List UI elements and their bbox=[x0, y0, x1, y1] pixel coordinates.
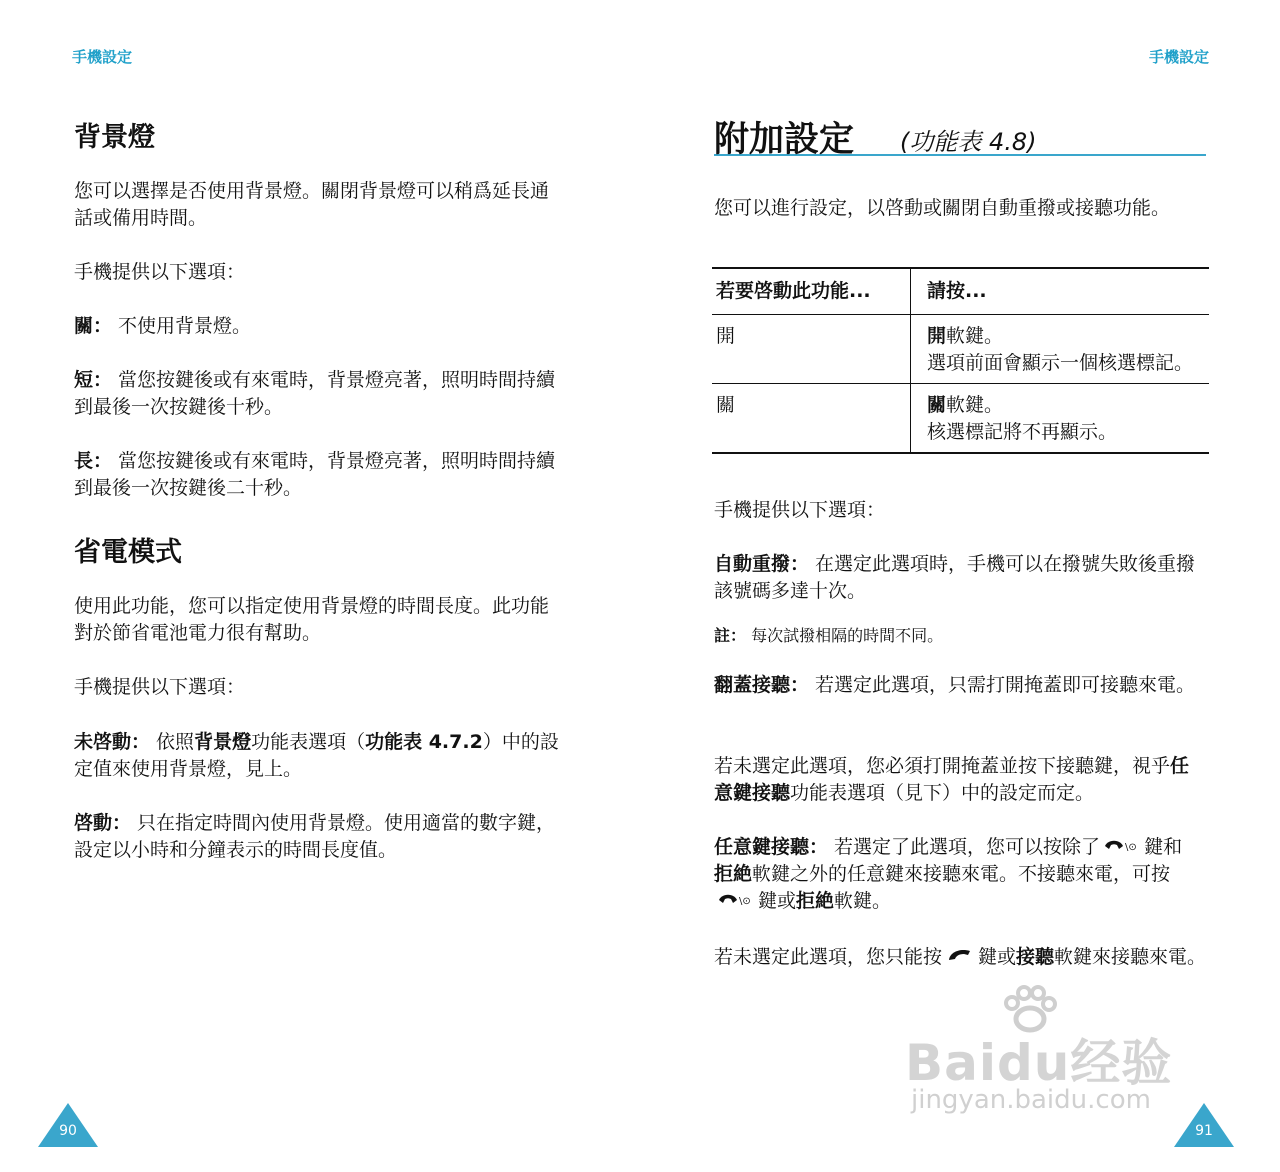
title-block bbox=[714, 112, 1206, 160]
table-cell-on-action bbox=[911, 315, 1210, 384]
page-number-right-text: 91 bbox=[1195, 1123, 1213, 1139]
svg-text:\⊙: \⊙ bbox=[739, 896, 751, 907]
any-key-text: 若選定了此選項，您可以按除了 bbox=[828, 836, 1101, 858]
table-cell-on: 開 bbox=[712, 315, 911, 384]
flip-para2-bold: 任意鍵接聽 bbox=[714, 755, 1190, 804]
table-cell-off: 關 bbox=[712, 384, 911, 454]
option-disable-text: ）中的設定值來使用背景燈，見上。 bbox=[74, 731, 559, 780]
option-disable-text: 依照 bbox=[150, 731, 195, 753]
flip-para2-text: 若未選定此選項，您必須打開掩蓋並按下接聽鍵，視乎 bbox=[714, 755, 1171, 777]
page-number-left-text: 90 bbox=[59, 1123, 77, 1139]
table-cell-off-action bbox=[911, 384, 1210, 454]
any-key-para2 bbox=[714, 944, 1208, 971]
page-title: 附加設定 bbox=[714, 120, 855, 160]
any-key-para2-text: 鍵或 bbox=[978, 946, 1017, 968]
baidu-watermark bbox=[905, 985, 1205, 1125]
flip-para2-text: 功能表選項（見下）中的設定而定。 bbox=[790, 782, 1095, 804]
option-long-label: 長： bbox=[74, 450, 113, 472]
option-short-label: 短： bbox=[74, 369, 113, 391]
option-off-text: 不使用背景燈。 bbox=[112, 315, 252, 337]
table-header-function: 若要啓動此功能... bbox=[712, 268, 911, 315]
flip-answer-label: 翻蓋接聽： bbox=[714, 674, 810, 696]
extra-settings-intro: 您可以進行設定，以啓動或關閉自動重撥或接聽功能。 bbox=[714, 197, 1171, 219]
section-title-backlight: 背景燈 bbox=[74, 122, 155, 153]
flip-answer-para2 bbox=[714, 753, 1208, 807]
page-subtitle: (功能表 4.8) bbox=[900, 128, 1037, 156]
option-enable bbox=[74, 810, 568, 864]
option-auto-redial bbox=[714, 551, 1202, 605]
option-off-label: 關： bbox=[74, 315, 113, 337]
power-save-options-intro: 手機提供以下選項： bbox=[74, 676, 246, 698]
any-key-bold: 拒絶 bbox=[796, 890, 835, 912]
option-enable-text: 只在指定時間內使用背景燈。使用適當的數字鍵，設定以小時和分鐘表示的時間長度值。 bbox=[74, 812, 556, 861]
running-head-right: 手機設定 bbox=[1148, 48, 1209, 66]
note-text: 每次試撥相隔的時間不同。 bbox=[746, 626, 944, 645]
softkey-on-desc: 選項前面會顯示一個核選標記。 bbox=[927, 352, 1194, 374]
backlight-options-intro: 手機提供以下選項： bbox=[74, 261, 246, 283]
softkey-on-label: 開 bbox=[927, 325, 947, 347]
option-long bbox=[74, 448, 560, 502]
watermark-url: jingyan.baidu.com bbox=[911, 1085, 1151, 1115]
auto-redial-text: 在選定此選項時，手機可以在撥號失敗後重撥該號碼多達十次。 bbox=[714, 553, 1196, 602]
softkey-off-label: 關 bbox=[927, 394, 947, 416]
table-row bbox=[712, 384, 1209, 454]
any-key-text: 軟鍵。 bbox=[834, 890, 892, 912]
page-number-left bbox=[38, 1103, 98, 1147]
flip-answer-text: 若選定此選項，只需打開掩蓋即可接聽來電。 bbox=[809, 674, 1196, 696]
watermark-logo-text: Baidu经验 bbox=[905, 1034, 1173, 1092]
backlight-intro: 您可以選擇是否使用背景燈。關閉背景燈可以稍爲延長通話或備用時間。 bbox=[74, 180, 550, 229]
option-disable-bold: 背景燈 bbox=[194, 731, 252, 753]
option-disable-text: 功能表選項（ bbox=[251, 731, 366, 753]
auto-redial-label: 自動重撥： bbox=[714, 553, 810, 575]
table-header-row bbox=[712, 268, 1209, 315]
option-short bbox=[74, 367, 560, 421]
power-save-intro: 使用此功能，您可以指定使用背景燈的時間長度。此功能對於節省電池電力很有幫助。 bbox=[74, 595, 550, 644]
softkey-off-desc: 核選標記將不再顯示。 bbox=[927, 421, 1118, 443]
right-options-intro: 手機提供以下選項： bbox=[714, 499, 886, 521]
table-row bbox=[712, 315, 1209, 384]
softkey-on-text: 軟鍵。 bbox=[946, 325, 1004, 347]
note-label: 註： bbox=[714, 626, 747, 645]
option-any-key-answer bbox=[714, 834, 1200, 915]
end-call-icon bbox=[1104, 834, 1140, 861]
option-flip-answer bbox=[714, 672, 1202, 699]
any-key-text: 軟鍵之外的任意鍵來接聽來電。不接聽來電，可按 bbox=[752, 863, 1171, 885]
table-header-press: 請按... bbox=[911, 268, 1210, 315]
any-key-label: 任意鍵接聽： bbox=[714, 836, 829, 858]
softkey-off-text: 軟鍵。 bbox=[946, 394, 1004, 416]
option-disable-label: 未啓動： bbox=[74, 731, 151, 753]
options-table bbox=[712, 267, 1209, 454]
svg-text:\⊙: \⊙ bbox=[1125, 842, 1137, 853]
option-disable bbox=[74, 729, 570, 783]
note bbox=[714, 622, 1208, 649]
running-head-left: 手機設定 bbox=[72, 48, 133, 66]
any-key-para2-bold: 接聽 bbox=[1016, 946, 1055, 968]
send-call-icon bbox=[946, 944, 974, 971]
any-key-para2-text: 軟鍵來接聽來電。 bbox=[1054, 946, 1207, 968]
any-key-para2-text: 若未選定此選項，您只能按 bbox=[714, 946, 943, 968]
end-call-icon bbox=[718, 888, 754, 915]
option-long-text: 當您按鍵後或有來電時，背景燈亮著，照明時間持續到最後一次按鍵後二十秒。 bbox=[74, 450, 556, 499]
option-disable-menu-ref: 功能表 4.7.2 bbox=[365, 731, 483, 753]
option-short-text: 當您按鍵後或有來電時，背景燈亮著，照明時間持續到最後一次按鍵後十秒。 bbox=[74, 369, 556, 418]
option-off bbox=[74, 313, 574, 340]
option-enable-label: 啓動： bbox=[74, 812, 132, 834]
any-key-text: 鍵或 bbox=[758, 890, 797, 912]
section-title-power-save: 省電模式 bbox=[74, 537, 182, 568]
any-key-bold: 拒絶 bbox=[714, 863, 753, 885]
any-key-text: 鍵和 bbox=[1144, 836, 1183, 858]
